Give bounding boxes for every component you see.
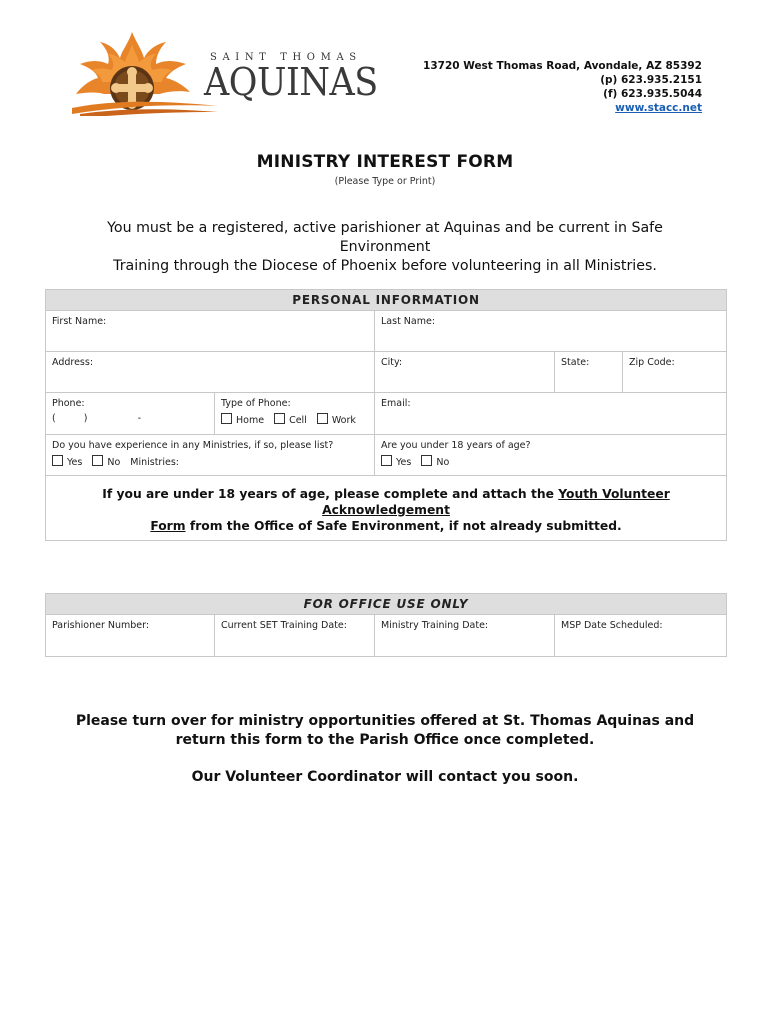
home-checkbox[interactable] [221, 413, 232, 424]
footer-closing: Our Volunteer Coordinator will contact you soon. [191, 769, 579, 785]
cell-option-label: Cell [289, 415, 307, 426]
state-label: State: [561, 357, 590, 368]
youth-volunteer-form-link[interactable]: Youth Volunteer Acknowledgement [322, 487, 670, 517]
contact-phone: (p) 623.935.2151 [600, 74, 702, 86]
age-field [375, 435, 727, 476]
phone-type-label: Type of Phone: [221, 398, 291, 409]
contact-block [423, 59, 702, 115]
experience-no-option[interactable] [92, 457, 120, 468]
last-name-label: Last Name: [381, 316, 436, 327]
footer-line-2: return this form to the Parish Office once completed. [175, 732, 595, 748]
cell-checkbox[interactable] [274, 413, 285, 424]
phone-type-field [215, 393, 375, 435]
form-title: MINISTRY INTEREST FORM [256, 152, 514, 172]
personal-info-heading: PERSONAL INFORMATION [46, 290, 727, 311]
zip-label: Zip Code: [629, 357, 675, 368]
age-question: Are you under 18 years of age? [381, 440, 531, 451]
experience-no-label: No [107, 457, 121, 468]
phone-label: Phone: [52, 398, 85, 409]
personal-info-table [45, 289, 727, 541]
age-no-option[interactable] [421, 457, 449, 468]
logo-top-text: SAINT THOMAS [210, 52, 362, 63]
email-field[interactable] [375, 393, 727, 435]
note-text-2: from the Office of Safe Environment, if not already submitted. [185, 519, 622, 533]
phone-paren-close: ) [83, 413, 88, 424]
set-training-date-label: Current SET Training Date: [221, 620, 347, 631]
experience-no-checkbox[interactable] [92, 455, 103, 466]
parishioner-number-label: Parishioner Number: [52, 620, 150, 631]
form-subtitle: (Please Type or Print) [334, 176, 436, 187]
work-option-label: Work [331, 415, 356, 426]
footer-line-1: Please turn over for ministry opportunities offered at St. Thomas Aquinas and [75, 713, 695, 729]
address-field[interactable] [46, 352, 375, 393]
address-label: Address: [52, 357, 94, 368]
parish-logo [70, 30, 380, 116]
age-yes-option[interactable] [381, 457, 411, 468]
ministries-label: Ministries: [130, 457, 179, 468]
ministry-training-date-label: Ministry Training Date: [381, 620, 489, 631]
zip-field[interactable] [623, 352, 727, 393]
sunburst-icon [70, 30, 220, 116]
first-name-field[interactable] [46, 311, 375, 352]
note-text-1: If you are under 18 years of age, please complete and attach the [102, 487, 559, 501]
phone-dash: - [137, 413, 141, 424]
age-yes-checkbox[interactable] [381, 455, 392, 466]
msp-date-field[interactable] [555, 615, 727, 657]
notice-line-2: Training through the Diocese of Phoenix before volunteering in all Ministries. [113, 258, 657, 274]
phone-type-cell-option[interactable] [274, 415, 307, 426]
eligibility-notice [60, 219, 710, 276]
minor-volunteer-note [46, 476, 727, 541]
first-name-label: First Name: [52, 316, 107, 327]
last-name-field[interactable] [375, 311, 727, 352]
experience-question: Do you have experience in any Ministries, if so, please list? [52, 440, 334, 451]
age-no-label: No [436, 457, 450, 468]
phone-field[interactable] [46, 393, 215, 435]
ministry-training-date-field[interactable] [375, 615, 555, 657]
city-label: City: [381, 357, 403, 368]
footer-instructions [0, 712, 770, 750]
home-option-label: Home [236, 415, 265, 426]
experience-field [46, 435, 375, 476]
logo-main-text: AQUINAS [204, 60, 378, 104]
age-no-checkbox[interactable] [421, 455, 432, 466]
age-yes-label: Yes [396, 457, 412, 468]
youth-volunteer-form-link-cont[interactable]: Form [150, 519, 186, 533]
experience-yes-option[interactable] [52, 457, 82, 468]
contact-address: 13720 West Thomas Road, Avondale, AZ 85392 [423, 60, 702, 72]
contact-fax: (f) 623.935.5044 [603, 88, 702, 100]
msp-date-label: MSP Date Scheduled: [561, 620, 663, 631]
office-use-heading: FOR OFFICE USE ONLY [46, 594, 727, 615]
phone-paren-open: ( [52, 413, 56, 424]
set-training-date-field[interactable] [215, 615, 375, 657]
office-use-table [45, 593, 727, 657]
state-field[interactable] [555, 352, 623, 393]
parishioner-number-field[interactable] [46, 615, 215, 657]
experience-yes-checkbox[interactable] [52, 455, 63, 466]
experience-yes-label: Yes [67, 457, 83, 468]
phone-type-work-option[interactable] [317, 415, 356, 426]
notice-line-1: You must be a registered, active parishioner at Aquinas and be current in Safe Environment [107, 220, 663, 255]
email-label: Email: [381, 398, 411, 409]
phone-type-home-option[interactable] [221, 415, 264, 426]
city-field[interactable] [375, 352, 555, 393]
work-checkbox[interactable] [317, 413, 328, 424]
website-link[interactable]: www.stacc.net [615, 102, 702, 114]
